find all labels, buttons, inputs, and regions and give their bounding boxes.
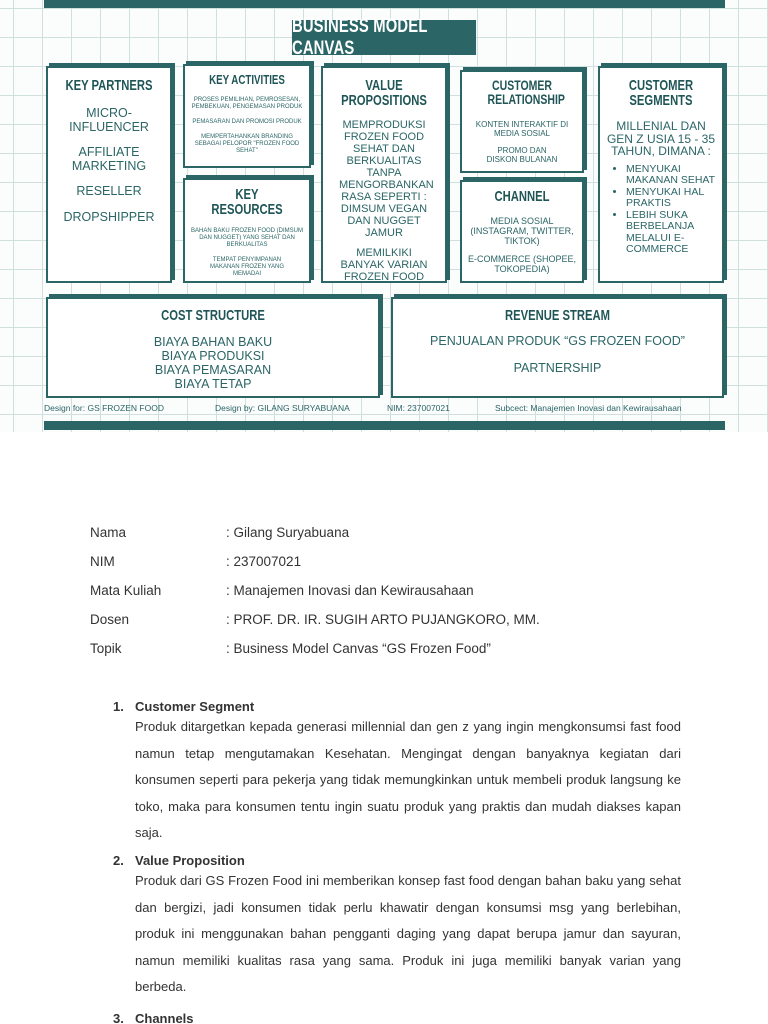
info-row-nim xyxy=(90,547,690,576)
info-label: Topik xyxy=(90,641,122,656)
key-partners-card xyxy=(46,66,172,283)
revenue-stream-heading: REVENUE STREAM xyxy=(504,307,611,324)
customer-segment-item: • MENYUKAI HAL PRAKTIS xyxy=(626,187,722,210)
info-value: : 237007021 xyxy=(226,554,302,569)
key-partner-item: MICRO-INFLUENCER xyxy=(69,106,149,134)
key-partner-item: AFFILIATE MARKETING xyxy=(71,145,147,173)
key-resources-heading: KEY RESOURCES xyxy=(211,186,283,218)
section-title-text: Value Proposition xyxy=(135,853,245,868)
key-resource-item: TEMPAT PENYIMPANAN MAKANAN FROZEN YANG MEMADAI xyxy=(209,257,285,277)
value-proposition-item: MEMPRODUKSI FROZEN FOOD SEHAT DAN BERKUALITAS TANPA MENGORBANKAN RASA SEPERTI : DIMSUM VEGAN DAN NUGGET JAMUR xyxy=(339,119,434,239)
key-resources-card xyxy=(183,178,311,283)
customer-relationship-item: PROMO DAN DISKON BULANAN xyxy=(486,146,558,164)
footer-subject: Subcect: Manajemen Inovasi dan Kewirausahaan xyxy=(495,403,682,413)
revenue-stream-card xyxy=(391,297,724,398)
cost-item: BIAYA TETAP xyxy=(174,377,252,391)
info-value: : Business Model Canvas “GS Frozen Food” xyxy=(226,641,491,656)
value-propositions-heading: VALUE PROPOSITIONS xyxy=(341,77,427,109)
section-title xyxy=(113,699,681,714)
key-partner-item: RESELLER xyxy=(76,184,142,198)
bottom-band xyxy=(44,421,725,430)
section-paragraph: Produk dari GS Frozen Food ini memberikan konsep fast food dengan bahan baku yang sehat dan bergizi, jadi konsumen tidak perlu khawatir dengan konsumsi msg yang berlebihan, produk ini menggunakan bahan pengganti daging yang dapat berupa jamur dan sayuran, namun memiliki kualitas rasa yang sama. Produk ini juga memiliki banyak varian yang berbeda. xyxy=(135,873,681,994)
business-model-canvas xyxy=(0,0,768,432)
info-label: Mata Kuliah xyxy=(90,583,162,598)
key-partner-item: DROPSHIPPER xyxy=(63,209,155,224)
section-title xyxy=(113,1011,681,1024)
top-band xyxy=(44,0,725,8)
key-activities-heading: KEY ACTIVITIES xyxy=(209,72,285,87)
document-info xyxy=(90,518,690,663)
revenue-item: PENJUALAN PRODUK “GS FROZEN FOOD” xyxy=(430,334,685,348)
info-row-nama xyxy=(90,518,690,547)
info-label: NIM xyxy=(90,554,115,569)
info-value: : Manajemen Inovasi dan Kewirausahaan xyxy=(226,583,474,598)
channel-item: MEDIA SOSIAL (INSTAGRAM, TWITTER, TIKTOK) xyxy=(470,216,574,246)
customer-relationship-item: KONTEN INTERAKTIF DI MEDIA SOSIAL xyxy=(475,120,569,138)
customer-relationship-card xyxy=(460,70,584,173)
info-value: : Gilang Suryabuana xyxy=(226,525,350,540)
key-activities-card xyxy=(183,64,311,168)
info-label: Nama xyxy=(90,525,127,540)
cost-structure-heading: COST STRUCTURE xyxy=(161,307,265,324)
value-proposition-item: MEMILKIKI BANYAK VARIAN FROZEN FOOD xyxy=(340,247,428,283)
cost-structure-card xyxy=(46,297,380,398)
revenue-item: PARTNERSHIP xyxy=(513,360,602,375)
info-label: Dosen xyxy=(90,612,130,627)
customer-segment-item: • MENYUKAI MAKANAN SEHAT xyxy=(626,164,722,187)
customer-segment-item: • LEBIH SUKA BERBELANJA MELALUI E-COMMERCE xyxy=(626,210,722,256)
footer-design-by: Design by: GILANG SURYABUANA xyxy=(215,403,350,413)
section-title xyxy=(113,853,681,868)
info-row-dosen xyxy=(90,605,690,634)
section-title-text: Channels xyxy=(135,1011,194,1024)
cost-item: BIAYA BAHAN BAKU xyxy=(153,335,273,349)
customer-segments-heading: CUSTOMER SEGMENTS xyxy=(628,77,694,109)
section-value-proposition xyxy=(113,853,681,1001)
key-activity-item: MEMPERTAHANKAN BRANDING SEBAGAI PELOPOR "FROZEN FOOD SEHAT" xyxy=(194,134,300,154)
section-paragraph: Produk ditargetkan kepada generasi millennial dan gen z yang ingin mengkonsumsi fast food namun tetap mengutamakan Kesehatan. Mengingat dengan banyaknya kegiatan dari konsumen seperti para pekerja yang tidak memungkinkan untuk membeli produk langsung ke toko, maka para konsumen tentu ingin suatu produk yang praktis dan mudah diakses kapan saja. xyxy=(135,719,681,840)
info-value: : PROF. DR. IR. SUGIH ARTO PUJANGKORO, MM. xyxy=(226,612,540,627)
section-number: 1. xyxy=(113,699,124,714)
key-partners-heading: KEY PARTNERS xyxy=(65,77,153,94)
channel-item: E-COMMERCE (SHOPEE, TOKOPEDIA) xyxy=(467,254,576,274)
info-row-topik xyxy=(90,634,690,663)
customer-segments-card xyxy=(598,66,724,283)
cost-item: BIAYA PRODUKSI xyxy=(161,349,265,363)
key-activity-item: PROSES PEMILIHAN, PEMROSESAN, PEMBEKUAN, PENGEMASAN PRODUK xyxy=(191,97,303,110)
customer-relationship-heading: CUSTOMER RELATIONSHIP xyxy=(487,77,565,107)
key-resource-item: BAHAN BAKU FROZEN FOOD (DIMSUM DAN NUGGET) YANG SEHAT DAN BERKUALITAS xyxy=(190,228,303,248)
channel-card xyxy=(460,180,584,283)
footer-nim: NIM: 237007021 xyxy=(387,403,450,413)
section-number: 3. xyxy=(113,1011,124,1024)
customer-segments-list xyxy=(600,164,722,256)
customer-segments-intro: MILLENIAL DAN GEN Z USIA 15 - 35 TAHUN, DIMANA : xyxy=(606,119,716,158)
key-activity-item: PEMASARAN DAN PROMOSI PRODUK xyxy=(192,119,302,125)
footer-design-for: Design for: GS FROZEN FOOD xyxy=(44,403,164,413)
section-channels xyxy=(113,1011,681,1024)
canvas-title: BUSINESS MODEL CANVAS xyxy=(292,20,476,55)
section-number: 2. xyxy=(113,853,124,868)
cost-item: BIAYA PEMASARAN xyxy=(154,363,272,377)
value-propositions-card xyxy=(321,66,447,283)
section-title-text: Customer Segment xyxy=(135,699,255,714)
info-row-mata-kuliah xyxy=(90,576,690,605)
section-customer-segment xyxy=(113,699,681,847)
channel-heading: CHANNEL xyxy=(494,188,550,205)
